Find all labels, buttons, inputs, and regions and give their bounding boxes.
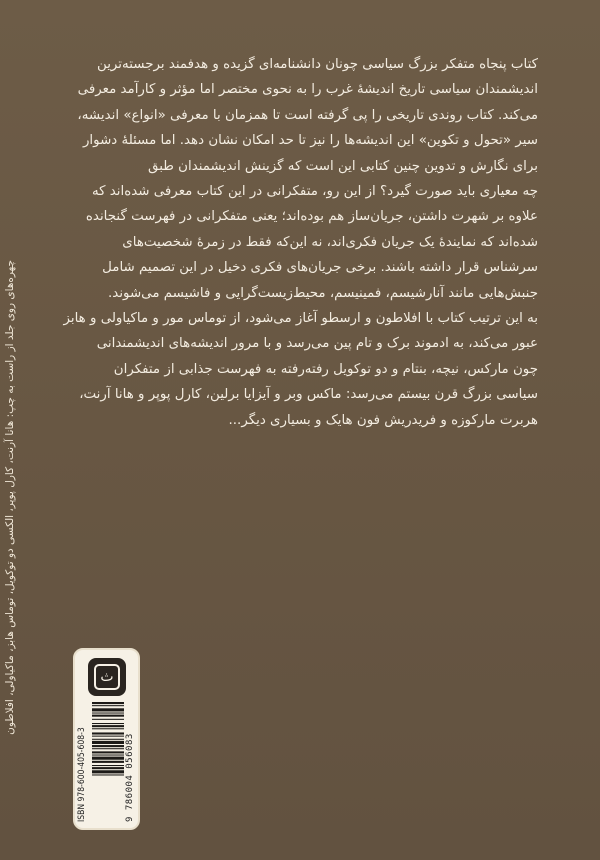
blurb-line: می‌کند. کتاب روندی تاریخی را پی گرفته است تا همزمان با معرفی «انواع» اندیشه،	[77, 107, 538, 123]
publisher-logo-glyph: ث	[94, 664, 120, 690]
barcode-digits: 9 786004 056083	[125, 733, 135, 822]
barcode	[92, 702, 124, 802]
barcode-bar	[92, 770, 124, 773]
barcode-bar	[92, 757, 124, 760]
barcode-bar	[92, 705, 124, 706]
blurb-line: سیاسی بزرگ قرن بیستم می‌رسد: ماکس وبر و آیزایا برلین، کارل پوپر و هانا آرنت،	[79, 387, 538, 403]
blurb-line: سیر «تحول و تکوین» این اندیشه‌ها را نیز تا حد امکان نشان دهد. اما مسئلهٔ دشوار	[82, 133, 538, 149]
blurb-line: عبور می‌کند، به ادموند برک و تام پین می‌رسد و با مرور اندیشه‌های اندیشمندانی	[96, 336, 538, 352]
barcode-digits-vertical	[124, 702, 138, 822]
blurb-line: علاوه بر شهرت داشتن، جریان‌ساز هم بوده‌اند؛ یعنی متفکرانی در فهرست گنجانده	[85, 209, 538, 225]
blurb-line: شده‌اند که نمایندهٔ یک جریان فکری‌اند، نه این‌که فقط در زمرهٔ شخصیت‌های	[122, 234, 538, 250]
back-cover-blurb	[60, 52, 538, 433]
barcode-bar	[92, 719, 124, 720]
barcode-bar	[92, 713, 124, 714]
cover-credits-vertical	[2, 260, 18, 860]
barcode-bar	[92, 765, 124, 766]
barcode-bar	[92, 774, 124, 775]
barcode-bar	[92, 736, 124, 737]
barcode-bar	[92, 702, 124, 704]
barcode-bar	[92, 741, 124, 744]
blurb-line: چه معیاری باید صورت گیرد؟ از این رو، متفکرانی در این کتاب معرفی شده‌اند که	[91, 184, 538, 200]
cover-credits-text: چهره‌های روی جلد از راست به چپ: هانا آرنت، کارل پوپر، الکسی دو توکویل، توماس هابز، ماکیاولی، افلاطون	[4, 260, 16, 735]
isbn-label-vertical	[76, 702, 90, 822]
barcode-bar	[92, 732, 124, 734]
barcode-bar	[92, 728, 124, 729]
barcode-bar	[92, 755, 124, 756]
publisher-logo-icon	[88, 658, 126, 696]
barcode-bar	[92, 715, 124, 717]
blurb-line: هربرت مارکوزه و فریدریش فون هایک و بسیاری دیگر...	[228, 412, 538, 428]
blurb-line: جنبش‌هایی مانند آنارشیسم، فمینیسم، محیط‌زیست‌گرایی و فاشیسم می‌شوند.	[108, 285, 538, 301]
blurb-line: چون مارکس، نیچه، بنتام و دو توکویل رفته‌رفته به فهرست جذابی از متفکران	[113, 361, 538, 377]
isbn-label: ISBN 978-600-405-608-3	[77, 727, 87, 822]
blurb-line: برای نگارش و تدوین چنین کتابی این است که گزینش اندیشمندان طبق	[148, 158, 538, 174]
barcode-bar	[92, 767, 124, 769]
barcode-bar	[92, 725, 124, 727]
barcode-bar	[92, 708, 124, 711]
blurb-line: سرشناس قرار داشته باشند. برخی جریان‌های فکری دخیل در این تصمیم شامل	[102, 260, 538, 276]
barcode-bar	[92, 723, 124, 724]
barcode-bar	[92, 748, 124, 749]
barcode-bar	[92, 739, 124, 740]
barcode-bar	[92, 745, 124, 747]
blurb-line: اندیشمندان سیاسی تاریخ اندیشهٔ غرب را به نحوی مختصر اما مؤثر و کارآمد معرفی	[77, 82, 538, 98]
barcode-bar	[92, 751, 124, 753]
blurb-line: به این ترتیب کتاب با افلاطون و ارسطو آغاز می‌شود، از توماس مور و ماکیاولی و هابز	[63, 311, 538, 327]
blurb-line: کتاب پنجاه متفکر بزرگ سیاسی چونان دانشنامه‌ای گزیده و هدفمند برجسته‌ترین	[97, 57, 538, 72]
barcode-bar	[92, 761, 124, 763]
